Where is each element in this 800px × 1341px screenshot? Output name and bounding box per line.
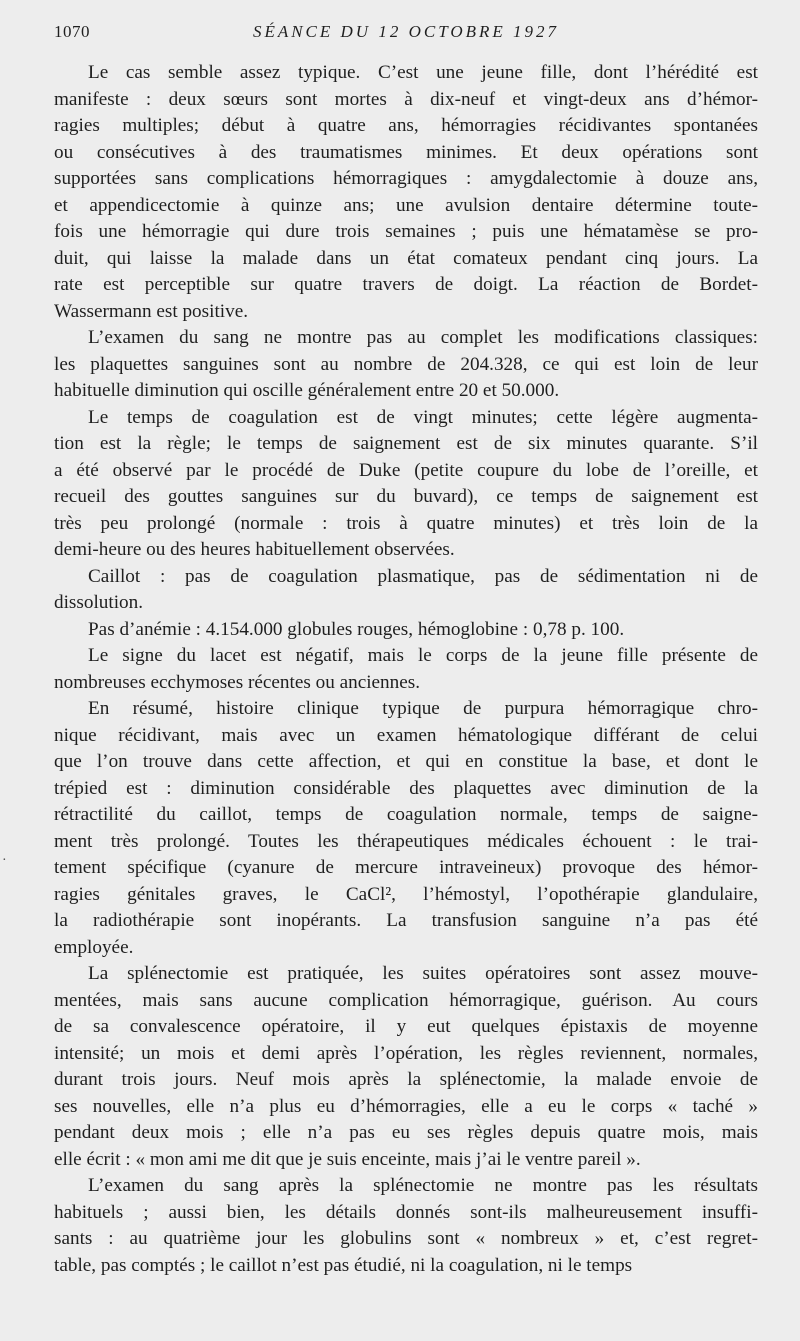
text-line: Wassermann est positive. bbox=[54, 300, 249, 322]
text-line: trépied est : diminution considérable des plaquettes avec diminution de la bbox=[54, 777, 758, 799]
text-line: demi-heure ou des heures habituellement observées. bbox=[54, 539, 455, 560]
paragraph bbox=[54, 961, 758, 1173]
text-line: nique récidivant, mais avec un examen hématologique différant de celui bbox=[54, 724, 758, 746]
paragraph bbox=[54, 325, 758, 405]
text-line: fois une hémorragie qui dure trois semaines ; puis une hématamèse se pro- bbox=[54, 221, 758, 242]
body-text bbox=[54, 60, 758, 1279]
text-line: manifeste : deux sœurs sont mortes à dix-neuf et vingt-deux ans d’hémor- bbox=[54, 88, 758, 110]
text-line: L’examen du sang ne montre pas au complet les modifications classiques: bbox=[88, 327, 758, 348]
text-line: L’examen du sang après la splénectomie ne montre pas les résultats bbox=[88, 1175, 758, 1196]
text-line: ment très prolongé. Toutes les thérapeutiques médicales échouent : le trai- bbox=[54, 830, 758, 852]
paragraph bbox=[54, 564, 758, 617]
text-line: de sa convalescence opératoire, il y eut quelques épistaxis de moyenne bbox=[54, 1016, 758, 1037]
text-line: elle écrit : « mon ami me dit que je suis enceinte, mais j’ai le ventre pareil ». bbox=[54, 1148, 641, 1170]
text-line: sants : au quatrième jour les globulins sont « nombreux » et, c’est regret- bbox=[54, 1228, 758, 1249]
text-line: les plaquettes sanguines sont au nombre de 204.328, ce qui est loin de leur bbox=[54, 353, 758, 375]
paragraph bbox=[54, 1173, 758, 1279]
text-line: ses nouvelles, elle n’a plus eu d’hémorragies, elle a eu le corps « taché » bbox=[54, 1095, 758, 1117]
paragraph bbox=[54, 60, 758, 325]
text-line: Le cas semble assez typique. C’est une jeune fille, dont l’hérédité est bbox=[88, 62, 758, 83]
text-line: la radiothérapie sont inopérants. La transfusion sanguine n’a pas été bbox=[54, 910, 758, 931]
text-line: a été observé par le procédé de Duke (petite coupure du lobe de l’oreille, et bbox=[54, 459, 758, 481]
text-line: habituels ; aussi bien, les détails donnés sont-ils malheureusement insuffi- bbox=[54, 1201, 758, 1223]
text-line: employée. bbox=[54, 936, 134, 958]
paragraph bbox=[54, 617, 758, 644]
paragraph bbox=[54, 643, 758, 696]
text-line: mentées, mais sans aucune complication hémorragique, guérison. Au cours bbox=[54, 989, 758, 1011]
text-line: très peu prolongé (normale : trois à quatre minutes) et très loin de la bbox=[54, 512, 758, 534]
text-line: La splénectomie est pratiquée, les suites opératoires sont assez mouve- bbox=[88, 963, 758, 984]
text-line: Le temps de coagulation est de vingt minutes; cette légère augmenta- bbox=[88, 406, 758, 428]
text-line: rate est perceptible sur quatre travers de doigt. La réaction de Bordet- bbox=[54, 274, 758, 295]
text-line: tement spécifique (cyanure de mercure intraveineux) provoque des hémor- bbox=[54, 857, 758, 878]
page-number: 1070 bbox=[54, 22, 90, 41]
text-line: duit, qui laisse la malade dans un état comateux pendant cinq jours. La bbox=[54, 247, 758, 269]
text-line: En résumé, histoire clinique typique de purpura hémorragique chro- bbox=[88, 698, 758, 719]
text-line: supportées sans complications hémorragiques : amygdalectomie à douze ans, bbox=[54, 168, 758, 189]
text-line: table, pas comptés ; le caillot n’est pas étudié, ni la coagulation, ni le temps bbox=[54, 1254, 633, 1276]
text-line: Le signe du lacet est négatif, mais le corps de la jeune fille présente de bbox=[88, 645, 758, 666]
text-line: Caillot : pas de coagulation plasmatique, pas de sédimentation ni de bbox=[88, 565, 758, 587]
text-line: que l’on trouve dans cette affection, et qui en constitue la base, et dont le bbox=[54, 751, 758, 772]
page-header bbox=[54, 22, 758, 48]
text-line: rétractilité du caillot, temps de coagulation normale, temps de saigne- bbox=[54, 804, 758, 825]
text-line: recueil des gouttes sanguines sur du buvard), ce temps de saignement est bbox=[54, 486, 758, 507]
text-line: pendant deux mois ; elle n’a pas eu ses règles depuis quatre mois, mais bbox=[54, 1122, 758, 1143]
paragraph bbox=[54, 405, 758, 564]
text-line: habituelle diminution qui oscille généralement entre 20 et 50.000. bbox=[54, 380, 560, 401]
text-line: ragies multiples; début à quatre ans, hémorragies récidivantes spontanées bbox=[54, 115, 758, 136]
text-line: intensité; un mois et demi après l’opération, les règles reviennent, normales, bbox=[54, 1042, 758, 1064]
text-line: et appendicectomie à quinze ans; une avulsion dentaire détermine toute- bbox=[54, 194, 758, 216]
paragraph bbox=[54, 696, 758, 961]
running-title: SÉANCE DU 12 OCTOBRE 1927 bbox=[252, 22, 560, 41]
text-line: durant trois jours. Neuf mois après la splénectomie, la malade envoie de bbox=[54, 1069, 758, 1090]
text-line: nombreuses ecchymoses récentes ou anciennes. bbox=[54, 671, 421, 693]
text-line: ragies génitales graves, le CaCl², l’hémostyl, l’opothérapie glandulaire, bbox=[54, 883, 758, 905]
text-line: tion est la règle; le temps de saignement est de six minutes quarante. S’il bbox=[54, 433, 758, 454]
margin-mark: · bbox=[2, 853, 7, 868]
text-line: ou consécutives à des traumatismes minimes. Et deux opérations sont bbox=[54, 141, 758, 163]
text-line: dissolution. bbox=[54, 592, 144, 613]
text-line: Pas d’anémie : 4.154.000 globules rouges, hémoglobine : 0,78 p. 100. bbox=[88, 618, 625, 640]
